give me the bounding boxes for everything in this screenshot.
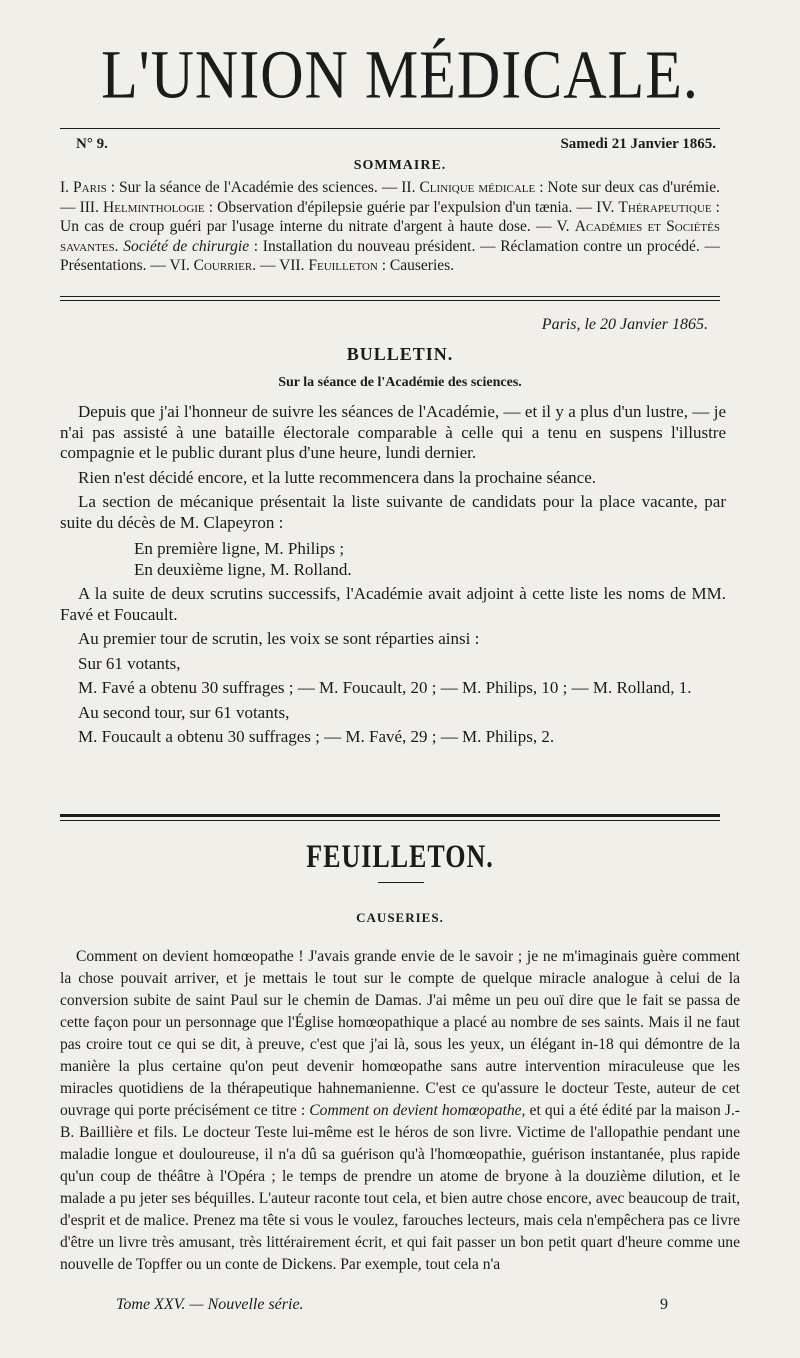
sommaire-rule-top [60, 296, 720, 297]
feuilleton-text: et qui a été édité par la maison J.-B. Baillière et fils. Le docteur Teste lui-même est le héros de son livre. Victime de l'allopathie pendant une maladie longue et douloureuse, il n'a dû sa guérison qu'à l'homœopathie, guérison instantanée, plus rapide qu'un coup de théâtre à l'Opéra ; le temps de prendre un atome de bryone à la douzième dilution, et le malade a pu jeter ses béquilles. L'auteur raconte tout cela, et bien autre chose encore, avec beaucoup de trait, d'esprit et de malice. Prenez ma tête si vous le voulez, farouches lecteurs, mais cela n'empêchera pas ce livre d'être un livre très amusant, très littérairement écrit, et qui fait passer un bon petit quart d'heure comme une nouvelle de Topffer ou un conte de Dickens. Par exemple, tout cela n'a [60, 1102, 740, 1273]
masthead-title: L'UNION MÉDICALE. [101, 36, 699, 113]
bulletin-paragraph: Sur 61 votants, [78, 653, 181, 673]
sommaire-section-name: Helminthologie [103, 198, 205, 216]
sommaire-part: I. [60, 179, 74, 196]
sommaire-section-name: Courrier [193, 257, 253, 274]
sommaire-part: : Un cas de croup guéri par l'usage interne du nitrate d'argent à haute dose. — V. [60, 198, 720, 235]
sommaire-text [60, 178, 720, 276]
sommaire-society-name: Société de chirurgie [123, 237, 250, 255]
bulletin-paragraph: Au premier tour de scrutin, les voix se sont réparties ainsi : [78, 629, 480, 648]
sommaire-part: : Note sur deux cas d'urémie. — III. [60, 179, 720, 216]
bulletin-date-city: Paris, [541, 316, 581, 333]
bulletin-paragraph: Rien n'est décidé encore, et la lutte recommencera dans la prochaine séance. [78, 467, 597, 487]
footer-page-number: 9 [660, 1296, 668, 1313]
issue-date: Samedi 21 Janvier 1865. [560, 136, 716, 152]
sommaire-part: . [114, 237, 124, 255]
sommaire-section-name: Clinique médicale [419, 179, 536, 196]
sommaire-part: : Sur la séance de l'Académie des sciences. — II. [106, 179, 420, 196]
sommaire-title: SOMMAIRE. [353, 158, 447, 173]
bulletin-paragraph: M. Foucault a obtenu 30 suffrages ; — M. Favé, 29 ; — M. Philips, 2. [78, 727, 555, 746]
sommaire-rule-bottom [60, 300, 720, 301]
bulletin-paragraph: La section de mécanique présentait la liste suivante de candidats pour la place vacante, par suite du décès de M. Clapeyron : [60, 492, 726, 532]
bulletin-body [60, 402, 726, 748]
bulletin-subtitle: Sur la séance de l'Académie des sciences. [278, 375, 522, 390]
sommaire-part: : Observation d'épilepsie guérie par l'expulsion d'un tænia. — IV. [204, 198, 619, 216]
feuilleton-body [60, 946, 740, 1276]
feuilleton-title-rule [378, 882, 424, 883]
bulletin-paragraph: A la suite de deux scrutins successifs, l'Académie avait adjoint à cette liste les noms de MM. Favé et Foucault. [60, 584, 726, 624]
bulletin-title: BULLETIN. [346, 344, 454, 364]
sommaire-part: : Causeries. [377, 257, 455, 274]
bulletin-paragraph: M. Favé a obtenu 30 suffrages ; — M. Foucault, 20 ; — M. Philips, 10 ; — M. Rolland, 1. [78, 678, 692, 697]
bulletin-date-rest: le 20 Janvier 1865. [580, 316, 708, 333]
issue-number: N° 9. [76, 136, 108, 152]
bulletin-paragraph: En deuxième ligne, M. Rolland. [134, 559, 352, 579]
sommaire-section-name: Feuilleton [308, 257, 378, 274]
sommaire-part: : Installation du nouveau président. — Réclamation contre un procédé. — Présentations. — VI. [60, 237, 720, 274]
bulletin-paragraph: Au second tour, sur 61 votants, [78, 702, 290, 722]
sommaire-section-name: Thérapeutique [618, 198, 712, 216]
bulletin-paragraph: Depuis que j'ai l'honneur de suivre les séances de l'Académie, — et il y a plus d'un lustre, — je n'ai pas assisté à une bataille électorale comparable à celle qui a tenu en suspens l'illustre compagnie et le public durant plus d'une heure, lundi dernier. [60, 402, 726, 462]
footer-volume: Tome XXV. — Nouvelle série. [116, 1296, 304, 1313]
sommaire-part: . — VII. [252, 257, 309, 274]
feuilleton-book-title: Comment on devient homœopathe, [309, 1102, 526, 1119]
causeries-title: CAUSERIES. [356, 910, 444, 925]
feuilleton-title: FEUILLETON. [306, 838, 494, 875]
feuilleton-text: Comment on devient homœopathe ! J'avais grande envie de le savoir ; je ne m'imaginais guère comment la chose pouvait arriver, et je mettais le tout sur le compte de quelque miracle analogue à celui de la conversion subite de saint Paul sur le chemin de Damas. J'ai même un peu ouï dire que le fait se passa de cette façon pour un personnage que l'Église homœopathique a placé au nombre de ses saints. Mais il ne faut pas croire tout ce qui se dit, à preuve, c'est que j'ai là, sous les yeux, un élégant in-18 qui démontre de la manière la plus certaine qu'on peut devenir homœopathe sans autre intervention miraculeuse que les miracles quotidiens de la thérapeutique hahnemanienne. C'est ce qu'assure le docteur Teste, auteur de cet ouvrage qui porte précisément ce titre : [60, 948, 740, 1119]
sommaire-section-name: Académies et Sociétés savantes [60, 218, 720, 255]
feuilleton-divider-thin [60, 820, 720, 821]
bulletin-paragraph: En première ligne, M. Philips ; [134, 539, 345, 558]
masthead-rule [60, 128, 720, 129]
bulletin-date [542, 316, 708, 334]
sommaire-section-name: Paris [73, 179, 107, 196]
feuilleton-divider-thick [60, 814, 720, 817]
